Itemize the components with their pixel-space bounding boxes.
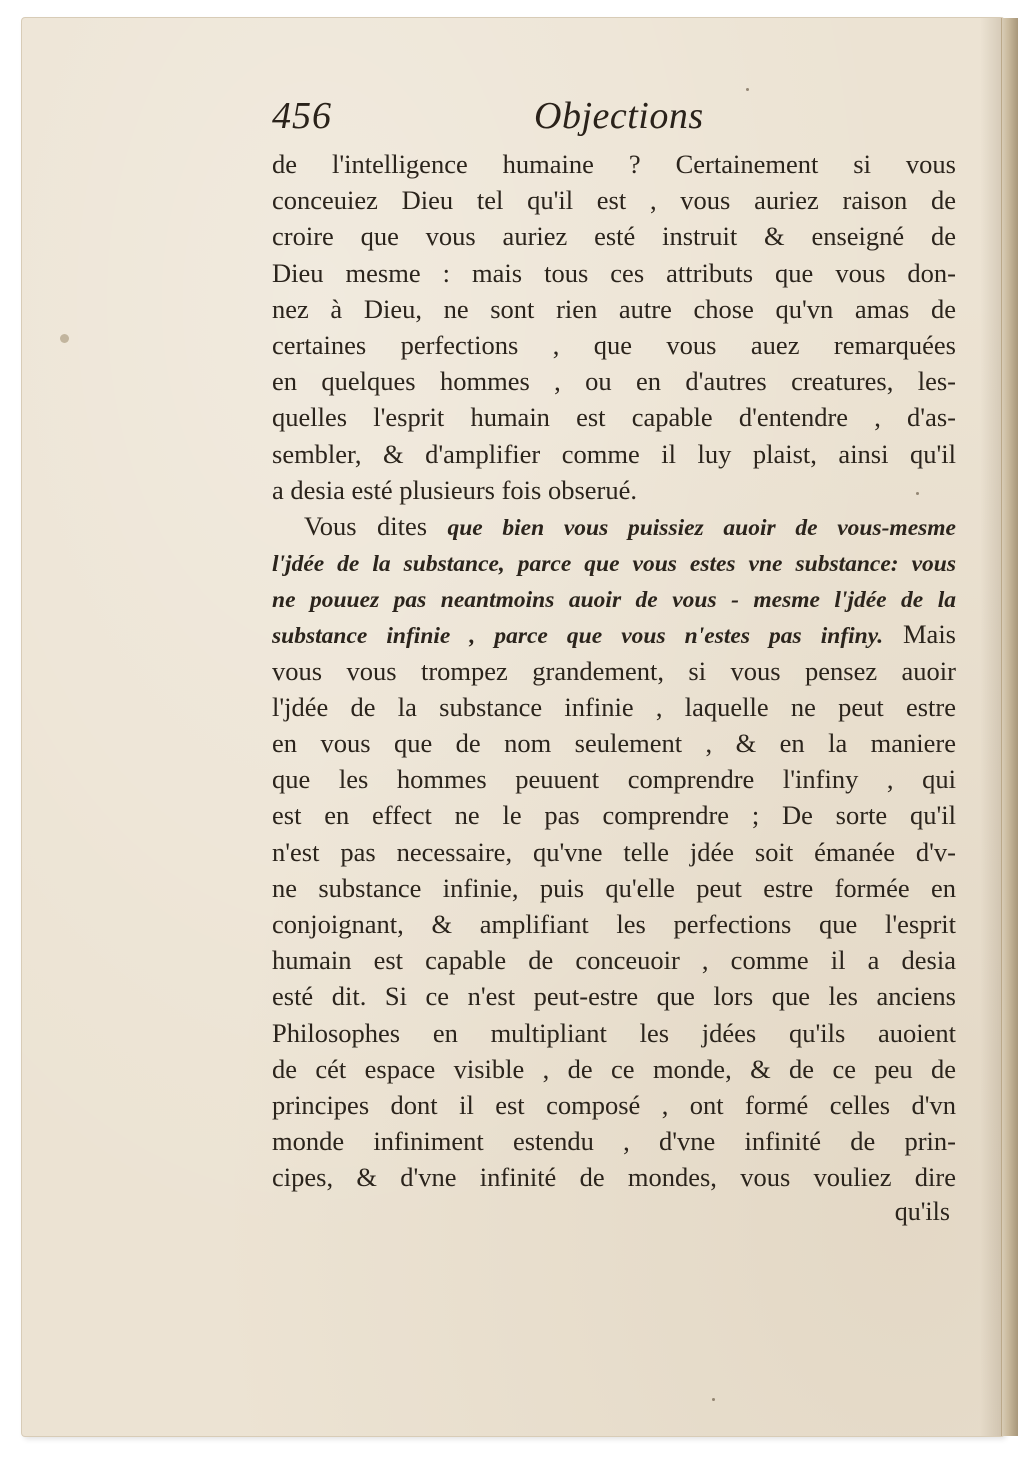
text-line: de cét espace visible , de ce monde, & de ce peu de: [272, 1053, 956, 1084]
text-line: monde infiniment estendu , d'vne infinité de prin-: [272, 1126, 956, 1157]
text-line: conjoignant, & amplifiant les perfections que l'esprit: [272, 908, 956, 939]
text-line: principes dont il est composé , ont formé celles d'vn: [272, 1089, 956, 1120]
text-line: sembler, & d'amplifier comme il luy plaist, ainsi qu'il: [272, 438, 956, 469]
running-head: [272, 94, 952, 144]
text-line: en vous que de nom seulement , & en la maniere: [272, 728, 956, 758]
text-line: nez à Dieu, ne sont rien autre chose qu'vn amas de: [272, 293, 956, 324]
text-line: vous vous trompez grandement, si vous pensez auoir: [272, 655, 956, 686]
quoted-text: l'jdée de la substance, parce que vous estes vne substance: vous: [272, 551, 956, 578]
text-line: [272, 616, 956, 652]
text-line: en quelques hommes , ou en d'autres creatures, les-: [272, 366, 956, 397]
text-line: l'jdée de la substance infinie , laquelle ne peut estre: [272, 691, 956, 722]
roman-text: Vous dites: [304, 510, 448, 541]
text-line: [272, 508, 956, 544]
text-line: que les hommes peuuent comprendre l'infiny , qui: [272, 764, 956, 795]
roman-text: Mais: [883, 619, 956, 650]
catchword: qu'ils: [894, 1197, 950, 1226]
text-line: certaines perfections , que vous auez remarquées: [272, 329, 956, 360]
text-line: Dieu mesme : mais tous ces attributs que vous don-: [272, 257, 956, 288]
text-line: de l'intelligence humaine ? Certainement si vous: [272, 149, 956, 179]
text-line: a desia esté plusieurs fois obserué.: [272, 474, 638, 505]
page-number: 456: [272, 95, 332, 137]
quoted-text: ne pouuez pas neantmoins auoir de vous - mesme l'jdée de la: [272, 587, 956, 614]
text-line: esté dit. Si ce n'est peut-estre que lors que les anciens: [272, 981, 956, 1012]
text-line: ne substance infinie, puis qu'elle peut estre formée en: [272, 872, 956, 903]
quoted-text: que bien vous puissiez auoir de vous-mesme: [447, 514, 956, 541]
text-line: quelles l'esprit humain est capable d'entendre , d'as-: [272, 402, 956, 433]
text-line: n'est pas necessaire, qu'vne telle jdée soit émanée d'v-: [272, 836, 956, 867]
text-line: cipes, & d'vne infinité de mondes, vous vouliez dire: [272, 1162, 956, 1193]
body-text: [272, 146, 956, 1195]
paper-speck: [746, 88, 749, 91]
text-line: [272, 544, 956, 580]
text-line: [272, 580, 956, 616]
text-line: conceuiez Dieu tel qu'il est , vous auriez raison de: [272, 185, 956, 216]
paper-spot: [60, 334, 69, 343]
paper-speck: [712, 1398, 715, 1401]
text-line: humain est capable de conceuoir , comme il a desia: [272, 945, 956, 976]
text-line: est en effect ne le pas comprendre ; De sorte qu'il: [272, 800, 956, 831]
gutter-shadow: [980, 18, 1002, 1436]
text-line: Philosophes en multipliant les jdées qu'ils auoient: [272, 1017, 956, 1048]
text-line: croire que vous auriez esté instruit & enseigné de: [272, 221, 956, 252]
quoted-text: substance infinie , parce que vous n'estes pas infiny.: [272, 623, 884, 650]
page-edge: [1001, 18, 1018, 1436]
running-title: Objections: [534, 95, 704, 137]
